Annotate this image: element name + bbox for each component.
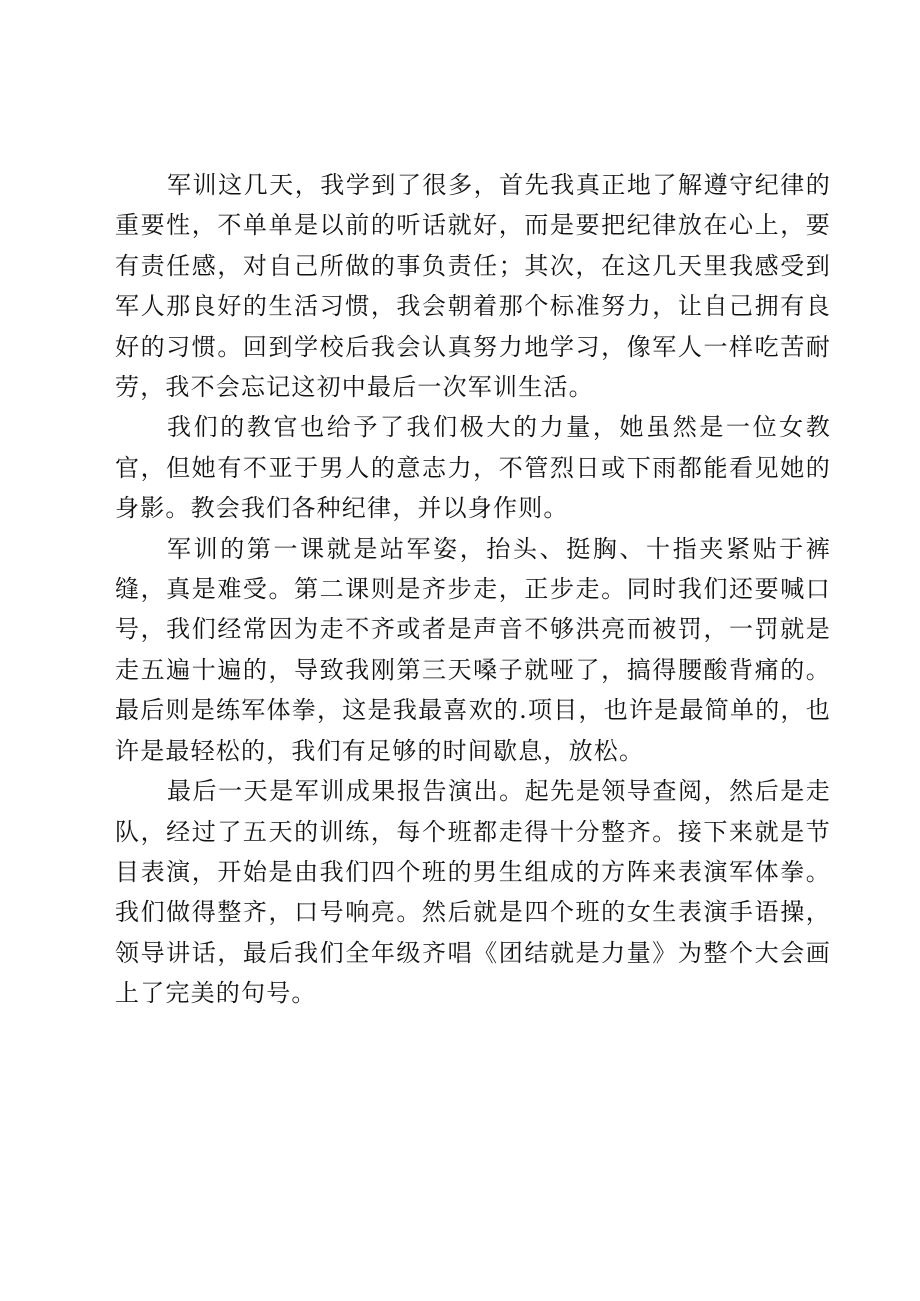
paragraph-1: 军训这几天，我学到了很多，首先我真正地了解遵守纪律的重要性，不单单是以前的听话就好，而是要把纪律放在心上，要有责任感，对自己所做的事负责任；其次，在这几天里我感受到军人那良好的生活习惯，我会朝着那个标准努力，让自己拥有良好的习惯。回到学校后我会认真努力地学习，像军人一样吃苦耐劳，我不会忘记这初中最后一次军训生活。 [115,171,831,402]
paragraph-4: 最后一天是军训成果报告演出。起先是领导查阅，然后是走队，经过了五天的训练，每个班都走得十分整齐。接下来就是节目表演，开始是由我们四个班的男生组成的方阵来表演军体拳。我们做得整齐，口号响亮。然后就是四个班的女生表演手语操，领导讲话，最后我们全年级齐唱《团结就是力量》为整个大会画上了完美的句号。 [115,777,831,1008]
paragraph-2: 我们的教官也给予了我们极大的力量，她虽然是一位女教官，但她有不亚于男人的意志力，不管烈日或下雨都能看见她的身影。教会我们各种纪律，并以身作则。 [115,413,831,523]
paragraph-3: 军训的第一课就是站军姿，抬头、挺胸、十指夹紧贴于裤缝，真是难受。第二课则是齐步走，正步走。同时我们还要喊口号，我们经常因为走不齐或者是声音不够洪亮而被罚，一罚就是走五遍十遍的，导致我刚第三天嗓子就哑了，搞得腰酸背痛的。最后则是练军体拳，这是我最喜欢的.项目，也许是最简单的，也许是最轻松的，我们有足够的时间歇息，放松。 [115,534,831,765]
document-body [115,165,831,1014]
